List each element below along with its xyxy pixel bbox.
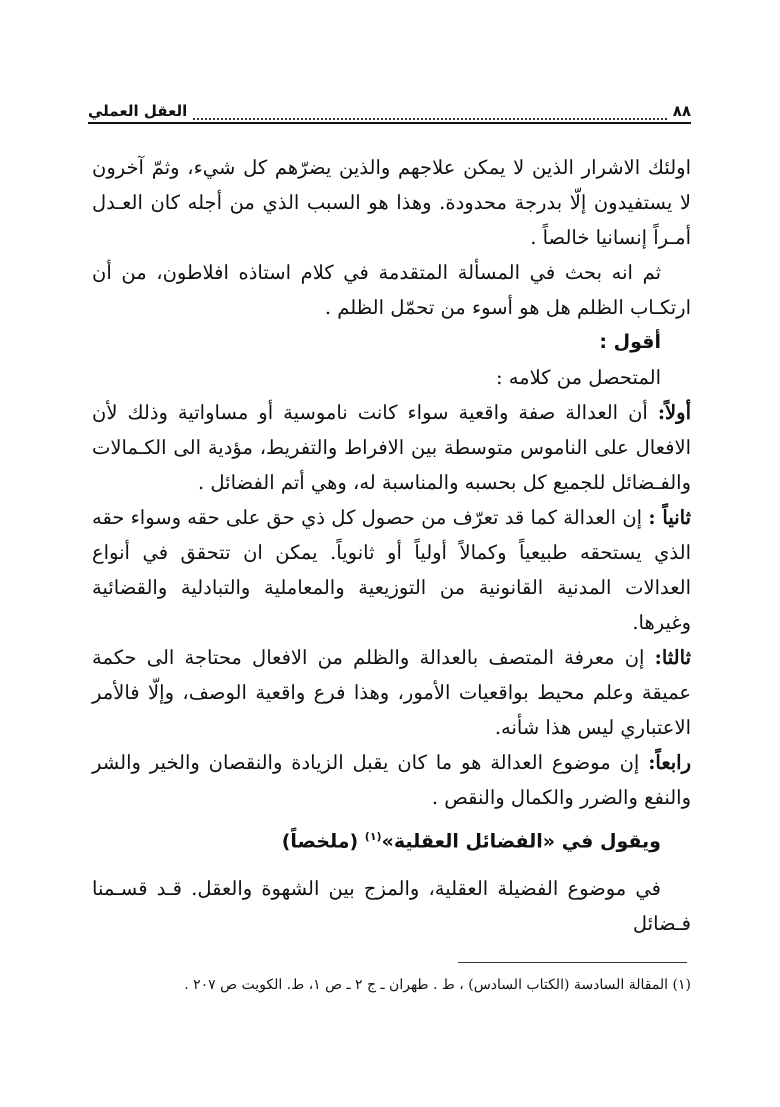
point-label: ثالثا: [654,646,691,669]
paragraph [92,395,691,500]
subheading-note: (ملخصاً) [281,830,365,853]
paragraph [92,745,691,815]
page-number: ٨٨ [672,102,691,120]
paragraph [92,640,691,745]
paragraph: المتحصل من كلامه : [495,366,661,389]
header-dot-leader [193,108,666,120]
paragraph: ثم انه بحث في المسألة المتقدمة في كلام استاذه افلاطون، من أن ارتكـاب الظلم هل هو أسوء من تحمّل الظلم . [92,261,691,319]
point-text: أن العدالة صفة واقعية سواء كانت ناموسية أو مساواتية وذلك لأن الافعال على الناموس متوسطة بين الافراط والتفريط، مؤدية الى الكـمالات والفـضائل للجميع كل بحسبه والمناسبة له، وهي أتم الفضائل . [92,401,691,494]
footnote-ref: (١) [364,830,382,843]
point-label: رابعاً: [648,751,691,774]
paragraph: اولئك الاشرار الذين لا يمكن علاجهم والذين يضرّهم كل شيء، وثمّ آخرون لا يستفيدون إلّا بدرجة محدودة. وهذا هو السبب الذي من أجله كان العـدل أمـراً إنسانيا خالصاً . [92,156,691,249]
subheading-text: ويقول في «الفضائل العقلية» [381,830,661,853]
running-title: العقل العملي [88,102,188,120]
footnote: (١) المقالة السادسة (الكتاب السادس) ، ط . طهران ـ ج ٢ ـ ص ١، ط. الكويت ص ٢٠٧ . [184,977,691,993]
page-header [88,96,691,124]
point-text: إن موضوع العدالة هو ما كان يقبل الزيادة والنقصان والخير والشر والنفع والضرر والكمال والنقص . [92,751,691,809]
point-label: أولاً: [657,401,691,424]
paragraph: في موضوع الفضيلة العقلية، والمزج بين الشهوة والعقل. قـد قسـمنا فـضائل [92,877,691,936]
point-text: إن معرفة المتصف بالعدالة والظلم من الافعال محتاجة الى حكمة عميقة وعلم محيط بواقعيات الأمور، وهذا فرع واقعية الوصف، وإلّا فالأمر الاعتباري ليس هذا شأنه. [92,646,691,739]
footnote-separator [458,962,687,963]
page-body [92,150,691,941]
subheading [92,819,691,859]
paragraph [92,500,691,640]
section-heading: أقول : [599,331,661,353]
point-text: إن العدالة كما قد تعرّف من حصول كل ذي حق على حقه وسواء حقه الذي يستحقه طبيعياً وكمالاً أولياً أو ثانوياً. يمكن ان تتحقق في أنواع العدالات المدنية القانونية من التوزيعية والمعاملية والتبادلية والقضائية وغيرها. [92,506,691,634]
point-label: ثانياً : [648,506,692,529]
